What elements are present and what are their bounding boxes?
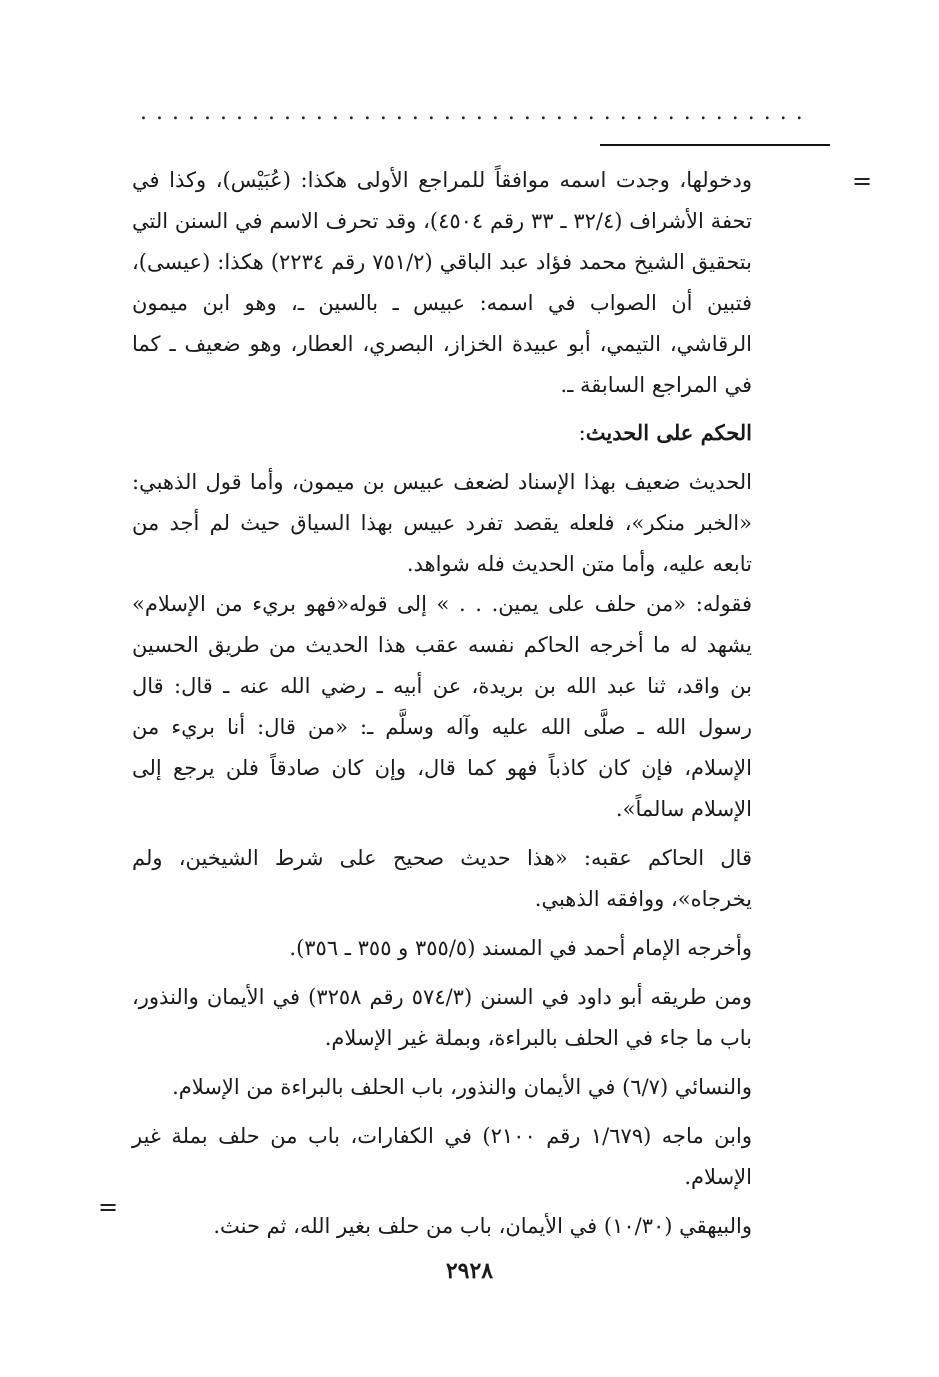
- paragraph-nasai: والنسائي (٦/٧) في الأيمان والنذور، باب الحلف بالبراءة من الإسلام.: [172, 1075, 752, 1099]
- continuation-mark-top: =: [852, 167, 873, 195]
- ruling-heading-colon: :: [578, 421, 586, 445]
- body-paragraphs: [132, 584, 752, 1255]
- footnote-continuation: ودخولها، وجدت اسمه موافقاً للمراجع الأولى هكذا: (عُبَيْس)، وكذا في تحفة الأشراف (٣٢/٤ ـ ٣٣ رقم ٤٥٠٤)، وقد تحرف الاسم في السنن التي بتحقيق الشيخ محمد فؤاد عبد الباقي (٧٥١/٢ رقم ٢٢٣٤) هكذا: (عيسى)، فتبين أن الصواب في اسمه: عبيس ـ بالسين ـ، وهو ابن ميمون الرقاشي، التيمي، أبو عبيدة الخزاز، البصري، العطار، وهو ضعيف ـ كما في المراجع السابقة ـ.: [132, 168, 752, 397]
- page-number: ٢٩٢٨: [445, 1258, 494, 1284]
- paragraph-hakim: قال الحاكم عقبه: «هذا حديث صحيح على شرط الشيخين، ولم يخرجاه»، ووافقه الذهبي.: [132, 846, 752, 911]
- ruling-text: الحديث ضعيف بهذا الإسناد لضعف عبيس بن ميمون، وأما قول الذهبي: «الخبر منكر»، فلعله يقصد تفرد عبيس بهذا السياق حيث لم أجد من تابعه عليه، وأما متن الحديث فله شواهد.: [132, 470, 752, 576]
- paragraph-abu-dawud: ومن طريقه أبو داود في السنن (٥٧٤/٣ رقم ٣٢٥٨) في الأيمان والنذور، باب ما جاء في الحلف بالبراءة، وبملة غير الإسلام.: [132, 985, 752, 1050]
- footnote-rule: [600, 144, 830, 146]
- paragraph-bayhaqi: والبيهقي (١٠/٣٠) في الأيمان، باب من حلف بغير الله، ثم حنث.: [213, 1214, 752, 1238]
- ruling-section: [132, 412, 752, 593]
- continuation-mark-bottom: =: [98, 1193, 119, 1221]
- paragraph-witness: فقوله: «من حلف على يمين. . . » إلى قوله«فهو بريء من الإسلام» يشهد له ما أخرجه الحاكم نفسه عقب هذا الحديث من طريق الحسين بن واقد، ثنا عبد الله بن بريدة، عن أبيه ـ رضي الله عنه ـ قال: قال رسول الله ـ صلَّى الله عليه وآله وسلَّم ـ: «من قال: أنا بريء من الإسلام، فإن كان كاذباً فهو كما قال، وإن كان صادقاً فلن يرجع إلى الإسلام سالماً».: [132, 592, 752, 821]
- paragraph-ibn-majah: وابن ماجه (١/٦٧٩ رقم ٢١٠٠) في الكفارات، باب من حلف بملة غير الإسلام.: [132, 1124, 752, 1189]
- paragraph-ahmad: وأخرجه الإمام أحمد في المسند (٣٥٥/٥ و ٣٥٥ ـ ٣٥٦).: [289, 936, 752, 960]
- footnote-block: [132, 160, 752, 414]
- ruling-heading: الحكم على الحديث: [585, 420, 752, 445]
- ruling-heading-line: [132, 412, 752, 454]
- dotted-separator: ..........................................: [140, 100, 812, 125]
